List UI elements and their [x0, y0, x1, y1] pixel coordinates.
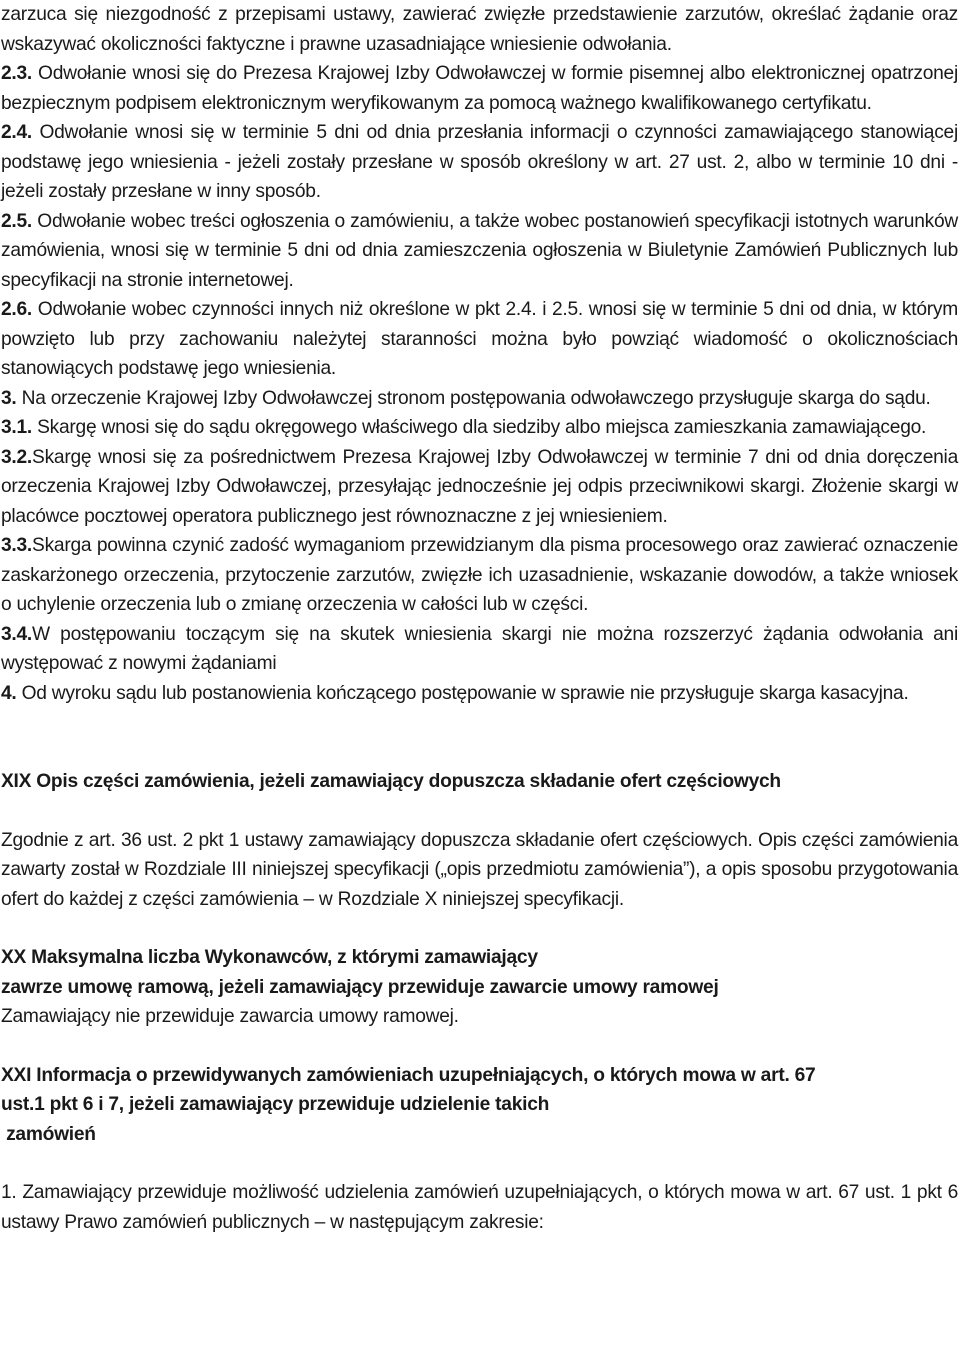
section-xix — [1, 767, 958, 914]
paragraph-2-5 — [1, 207, 958, 296]
spacer — [1, 797, 958, 826]
paragraph-text: W postępowaniu toczącym się na skutek wniesienia skargi nie można rozszerzyć żądania odwołania ani występować z nowymi żądaniami — [1, 623, 958, 674]
paragraph-text: Odwołanie wobec czynności innych niż określone w pkt 2.4. i 2.5. wnosi się w terminie 5 dni od dnia, w którym powzięto lub przy zachowaniu należytej staranności można było powziąć wiadomość o okolicznościach stanowiących podstawę jego wniesienia. — [1, 299, 958, 379]
section-xxi-heading-line1: XXI Informacja o przewidywanych zamówieniach uzupełniających, o których mowa w art. 67 — [1, 1064, 816, 1086]
section-xx — [1, 943, 958, 1032]
section-xx-heading-line1: XX Maksymalna liczba Wykonawców, z którymi zamawiający — [1, 947, 538, 968]
spacer — [1, 914, 958, 943]
section-xxi-body: 1. Zamawiający przewiduje możliwość udzielenia zamówień uzupełniających, o których mowa w art. 67 ust. 1 pkt 6 ustawy Prawo zamówień publicznych – w następującym zakresie: — [1, 1182, 958, 1233]
paragraph-number: 2.3. — [1, 63, 33, 84]
paragraph-number: 2.4. — [1, 122, 33, 143]
paragraph-3-3 — [1, 531, 958, 620]
paragraph-number: 3.1. — [1, 417, 33, 438]
paragraph-2-3 — [1, 59, 958, 118]
paragraph-text: Odwołanie wobec treści ogłoszenia o zamówieniu, a także wobec postanowień specyfikacji istotnych warunków zamówienia, wnosi się w terminie 5 dni od dnia zamieszczenia ogłoszenia w Biuletynie Zamówień Publicznych lub specyfikacji na stronie internetowej. — [1, 210, 959, 291]
section-xxi — [1, 1061, 958, 1238]
paragraph-4 — [1, 679, 958, 709]
paragraph-text: Od wyroku sądu lub postanowienia kończącego postępowanie w sprawie nie przysługuje skarga kasacyjna. — [21, 682, 909, 704]
paragraph-text: Odwołanie wnosi się w terminie 5 dni od dnia przesłania informacji o czynności zamawiającego stanowiącej podstawę jego wniesienia - jeżeli zostały przesłane w sposób określony w art. 27 ust. 2, albo w terminie 10 dni - jeżeli zostały przesłane w inny sposób. — [1, 122, 958, 202]
paragraph-2-6 — [1, 295, 958, 384]
paragraph-number: 3. — [1, 387, 17, 409]
paragraph-number: 3.4. — [1, 623, 33, 645]
section-xx-heading-line2: zawrze umowę ramową, jeżeli zamawiający przewiduje zawarcie umowy ramowej — [1, 976, 719, 998]
paragraph-text: Skarga powinna czynić zadość wymaganiom przewidzianym dla pisma procesowego oraz zawierać oznaczenie zaskarżonego orzeczenia, przytoczenie zarzutów, zwięzłe ich uzasadnienie, wskazanie dowodów, a także wniosek o uchylenie orzeczenia lub o zmianę orzeczenia w całości lub w części. — [1, 535, 958, 615]
paragraph-number: 3.3. — [1, 535, 33, 556]
spacer — [1, 1149, 958, 1178]
spacer — [1, 1032, 958, 1061]
paragraph-3-4 — [1, 620, 958, 679]
paragraph-text: Na orzeczenie Krajowej Izby Odwoławczej stronom postępowania odwoławczego przysługuje skarga do sądu. — [21, 387, 931, 409]
paragraph-number: 2.6. — [1, 299, 33, 320]
spacer — [1, 708, 958, 767]
paragraph-3 — [1, 384, 958, 414]
paragraph-number: 4. — [1, 682, 17, 704]
appeal-procedure-section — [1, 0, 958, 708]
paragraph-text: Odwołanie wnosi się do Prezesa Krajowej Izby Odwoławczej w formie pisemnej albo elektronicznej opatrzonej bezpiecznym podpisem elektronicznym weryfikowanym za pomocą ważnego kwalifikowanego certyfikatu. — [1, 63, 958, 114]
paragraph-3-1 — [1, 413, 958, 443]
section-xxi-heading-line3: zamówień — [1, 1123, 96, 1145]
section-xx-body: Zamawiający nie przewiduje zawarcia umowy ramowej. — [1, 1006, 459, 1027]
section-xxi-heading-line2: ust.1 pkt 6 i 7, jeżeli zamawiający przewiduje udzielenie takich — [1, 1094, 550, 1115]
paragraph-2-4 — [1, 118, 958, 207]
section-xix-body: Zgodnie z art. 36 ust. 2 pkt 1 ustawy zamawiający dopuszcza składanie ofert częściowych. Opis części zamówienia zawarty został w Rozdziale III niniejszej specyfikacji („opis przedmiotu zamówienia”), a opis sposobu przygotowania ofert do każdej z części zamówienia – w Rozdziale X niniejszej specyfikacji. — [1, 829, 958, 910]
paragraph-text: Skargę wnosi się za pośrednictwem Prezesa Krajowej Izby Odwoławczej w terminie 7 dni od dnia doręczenia orzeczenia Krajowej Izby Odwoławczej, przesyłając jednocześnie jej odpis przeciwnikowi skargi. Złożenie skargi w placówce pocztowej operatora publicznego jest równoznaczne z jej wniesieniem. — [1, 446, 958, 527]
paragraph-appeal-content — [1, 0, 958, 59]
paragraph-number: 2.5. — [1, 210, 33, 232]
paragraph-3-2 — [1, 443, 958, 532]
paragraph-text: Skargę wnosi się do sądu okręgowego właściwego dla siedziby albo miejsca zamieszkania zamawiającego. — [37, 417, 927, 438]
paragraph-number: 3.2. — [1, 446, 33, 468]
paragraph-text: zarzuca się niezgodność z przepisami ustawy, zawierać zwięzłe przedstawienie zarzutów, określać żądanie oraz wskazywać okoliczności faktyczne i prawne uzasadniające wniesienie odwołania. — [1, 4, 958, 55]
section-xix-heading: XIX Opis części zamówienia, jeżeli zamawiający dopuszcza składanie ofert częściowych — [1, 771, 781, 792]
